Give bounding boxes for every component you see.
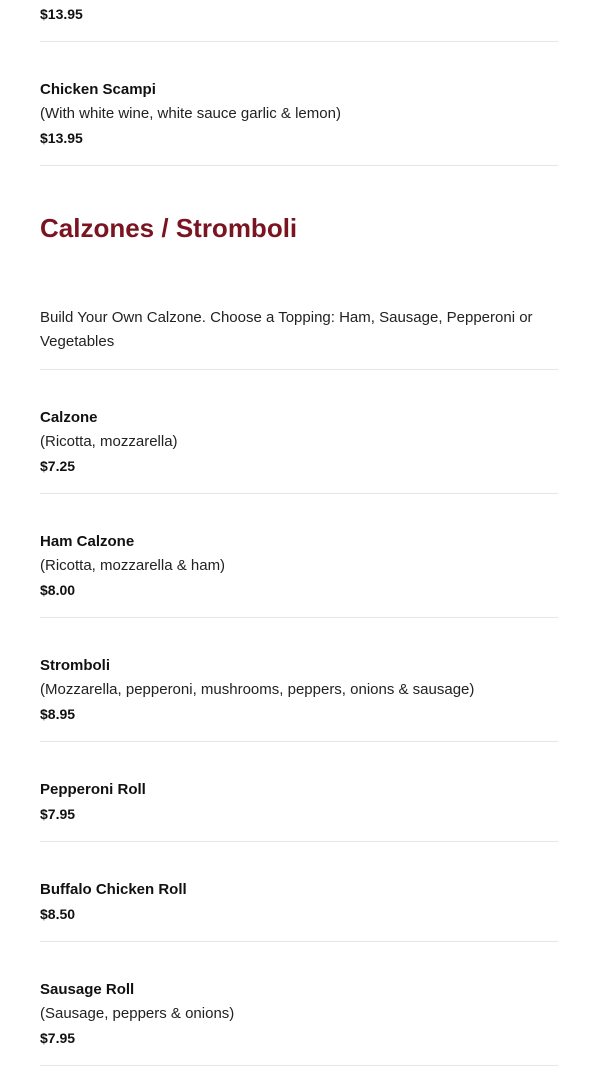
menu-item-chicken-scampi (40, 78, 558, 166)
item-price: $7.95 (40, 806, 76, 822)
section-intro (40, 306, 558, 370)
item-description: (Sausage, peppers & onions) (40, 1005, 235, 1022)
item-price: $7.95 (40, 1030, 76, 1046)
menu-item-buffalo-chicken-roll (40, 878, 558, 942)
menu-item-ham-calzone (40, 530, 558, 618)
menu-item-stromboli (40, 654, 558, 742)
item-price: $13.95 (40, 6, 83, 22)
item-name: Calzone (40, 409, 98, 426)
item-description: (Ricotta, mozzarella & ham) (40, 557, 226, 574)
item-price: $8.50 (40, 906, 76, 922)
item-price: $7.25 (40, 458, 76, 474)
item-name: Stromboli (40, 657, 110, 674)
item-name: Chicken Scampi (40, 81, 156, 98)
section-intro-text: Build Your Own Calzone. Choose a Topping: Ham, Sausage, Pepperoni or Vegetables (40, 309, 533, 350)
item-name: Pepperoni Roll (40, 781, 146, 798)
item-name: Ham Calzone (40, 533, 135, 550)
menu-item-calzone (40, 406, 558, 494)
item-name: Buffalo Chicken Roll (40, 881, 187, 898)
item-description: (Ricotta, mozzarella) (40, 433, 178, 450)
item-price: $8.95 (40, 706, 76, 722)
menu-item-pepperoni-roll (40, 778, 558, 842)
section-title: Calzones / Stromboli (40, 213, 298, 243)
menu-item-partial (40, 0, 558, 42)
item-name: Sausage Roll (40, 981, 135, 998)
item-description: (With white wine, white sauce garlic & lemon) (40, 105, 341, 122)
menu-item-sausage-roll (40, 978, 558, 1066)
item-price: $13.95 (40, 130, 83, 146)
item-description: (Mozzarella, pepperoni, mushrooms, peppers, onions & sausage) (40, 681, 475, 698)
item-price: $8.00 (40, 582, 76, 598)
